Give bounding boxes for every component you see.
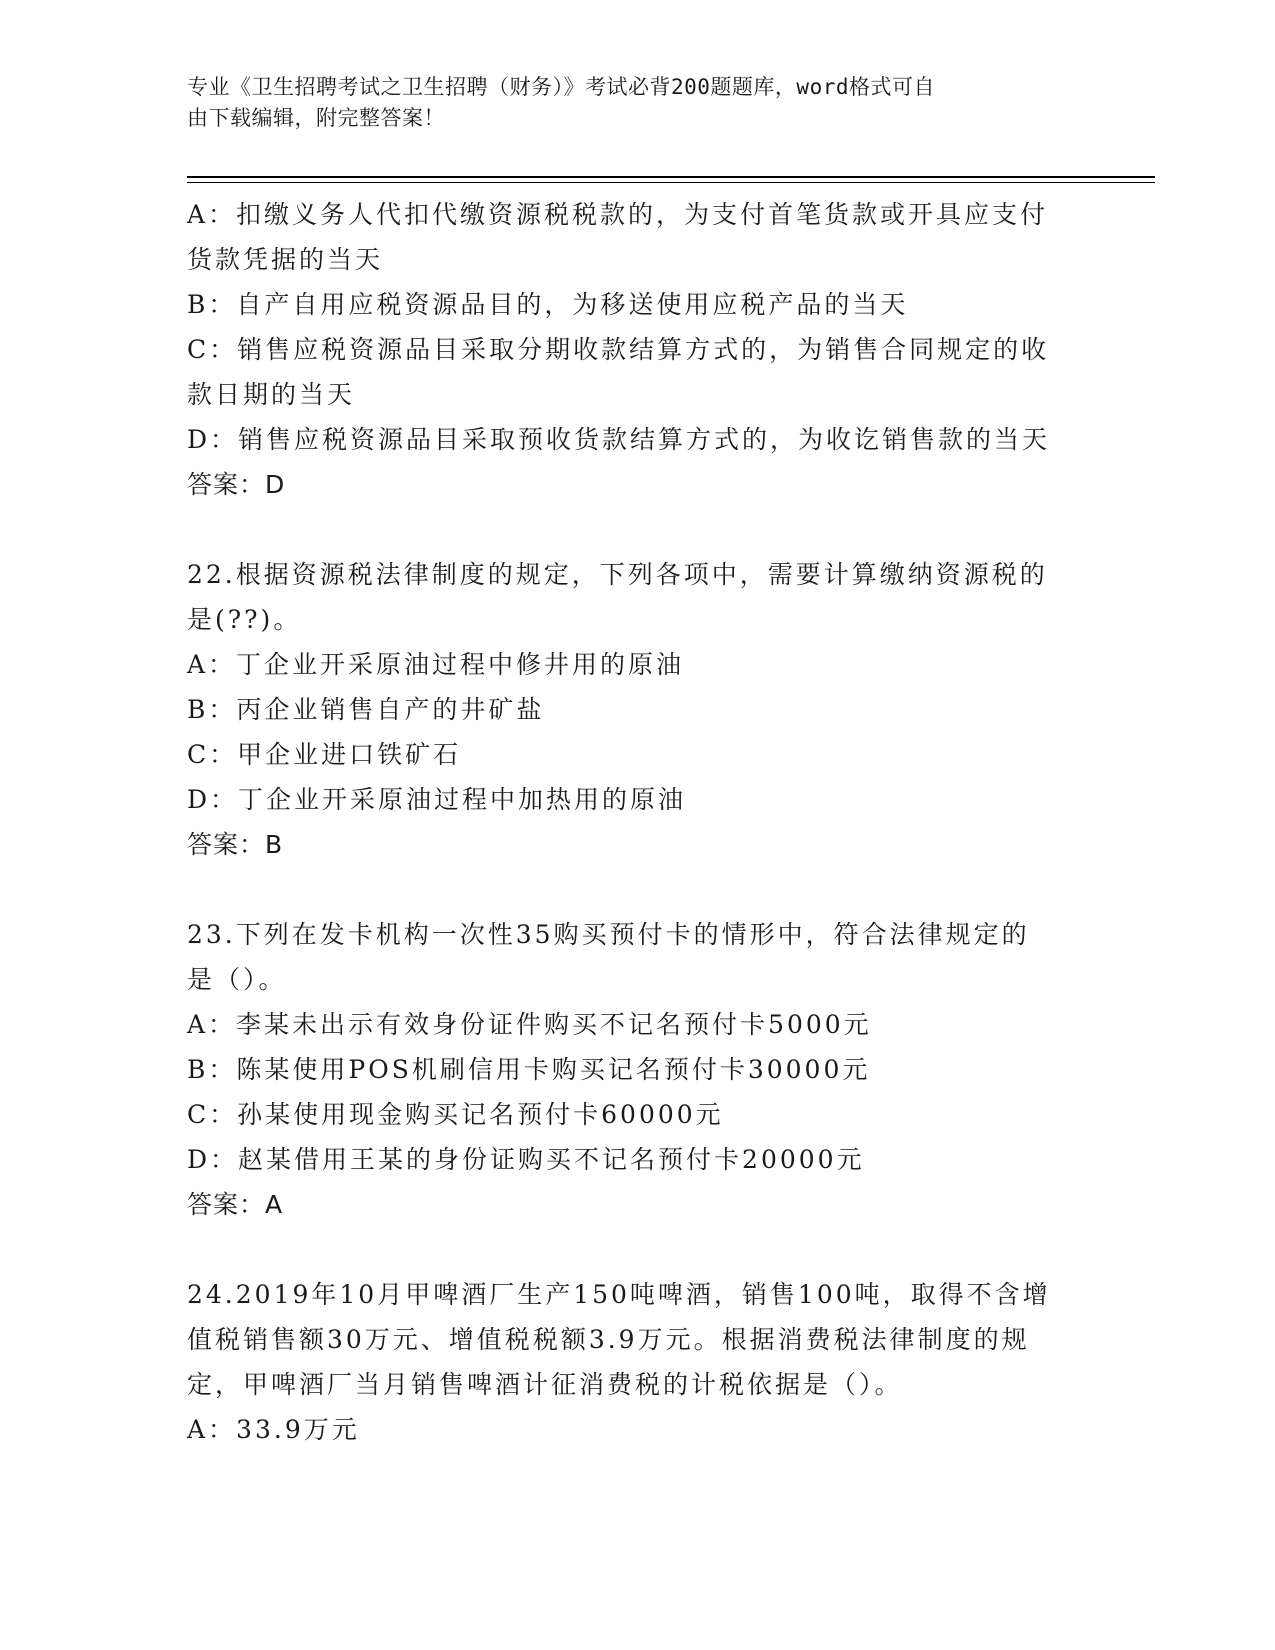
option-d: D：赵某借用王某的身份证购买不记名预付卡20000元: [187, 1145, 865, 1174]
answer: 答案：D: [187, 470, 286, 499]
spacer: [187, 507, 1087, 552]
question-22: [187, 552, 1087, 867]
option-a: A：李某未出示有效身份证件购买不记名预付卡5000元: [187, 1010, 872, 1039]
answer: 答案：A: [187, 1190, 284, 1219]
document-body: [187, 192, 1087, 1452]
spacer: [187, 1227, 1087, 1272]
page-header: [187, 72, 1087, 134]
option-b: B：丙企业销售自产的井矿盐: [187, 695, 545, 724]
option-b: B：陈某使用POS机刷信用卡购买记名预付卡30000元: [187, 1055, 871, 1084]
question-24: [187, 1272, 1087, 1452]
option-b: B：自产自用应税资源品目的，为移送使用应税产品的当天: [187, 290, 909, 319]
question-23: [187, 912, 1087, 1227]
header-rule-thick: [187, 176, 1155, 178]
question-stem-line-2: 是(??)。: [187, 605, 302, 634]
option-d: D：销售应税资源品目采取预收货款结算方式的，为收讫销售款的当天: [187, 425, 1051, 454]
question-stem-line-3: 定，甲啤酒厂当月销售啤酒计征消费税的计税依据是（）。: [187, 1370, 903, 1399]
option-c-line-1: C：销售应税资源品目采取分期收款结算方式的，为销售合同规定的收: [187, 335, 1050, 364]
question-stem-line-1: 22.根据资源税法律制度的规定，下列各项中，需要计算缴纳资源税的: [187, 560, 1048, 589]
question-stem-line-1: 23.下列在发卡机构一次性35购买预付卡的情形中，符合法律规定的: [187, 920, 1030, 949]
option-a-line-2: 货款凭据的当天: [187, 245, 384, 274]
option-c: C：甲企业进口铁矿石: [187, 740, 462, 769]
header-rule-thin: [187, 182, 1155, 183]
option-a-line-1: A：扣缴义务人代扣代缴资源税税款的，为支付首笔货款或开具应支付: [187, 200, 1049, 229]
spacer: [187, 867, 1087, 912]
option-a: A：33.9万元: [187, 1415, 360, 1444]
question-stem-line-2: 是（）。: [187, 965, 287, 994]
header-line-1: 专业《卫生招聘考试之卫生招聘（财务）》考试必背200题题库，word格式可自: [187, 75, 935, 99]
option-c: C：孙某使用现金购买记名预付卡60000元: [187, 1100, 724, 1129]
option-d: D：丁企业开采原油过程中加热用的原油: [187, 785, 687, 814]
question-stem-line-1: 24.2019年10月甲啤酒厂生产150吨啤酒，销售100吨，取得不含增: [187, 1280, 1051, 1309]
option-c-line-2: 款日期的当天: [187, 380, 356, 409]
question-stem-line-2: 值税销售额30万元、增值税税额3.9万元。根据消费税法律制度的规: [187, 1325, 1030, 1354]
header-line-2: 由下载编辑，附完整答案！: [187, 106, 445, 130]
answer: 答案：B: [187, 830, 284, 859]
question-21: [187, 192, 1087, 507]
option-a: A：丁企业开采原油过程中修井用的原油: [187, 650, 685, 679]
